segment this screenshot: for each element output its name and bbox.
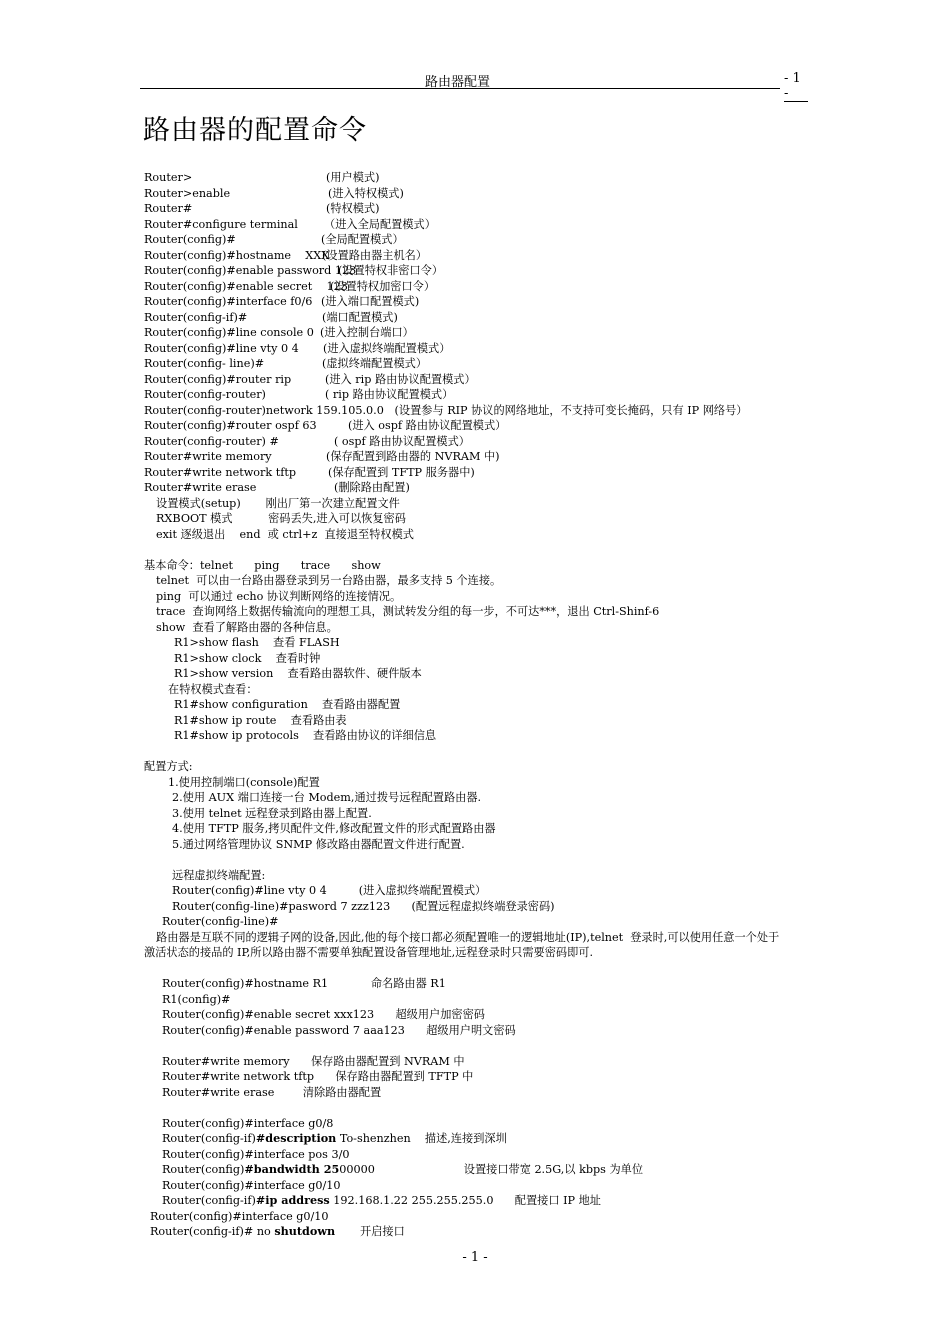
page-footer: - 1 -: [462, 1250, 488, 1265]
line-text: 在特权模式查看：: [168, 682, 258, 696]
header-page-number: - 1 -: [784, 71, 808, 102]
line-text: Router(config)#enable secret 123: [144, 279, 348, 293]
text-line: [162, 1007, 485, 1023]
page-header: [140, 70, 808, 101]
line-text: 192.168.1.22 255.255.255.0 配置接口 IP 地址: [329, 1194, 601, 1207]
text-line: [162, 1162, 643, 1178]
line-annotation: ( ospf 路由协议配置模式）: [334, 434, 470, 448]
line-text: ping 可以通过 echo 协议判断网络的连接情况。: [156, 589, 402, 603]
line-text: Router(config)#hostname R1 命名路由器 R1: [162, 977, 446, 990]
line-annotation: (全局配置模式）: [321, 233, 404, 246]
line-text: Router(config)#enable password 7 aaa123 超级用户明文密码: [162, 1023, 516, 1037]
line-text: 3.使用 telnet 远程登录到路由器上配置.: [172, 806, 372, 820]
text-line: [144, 558, 381, 574]
line-text: Router(config)#interface f0/6: [144, 295, 313, 308]
text-line: [144, 356, 264, 372]
text-line: [156, 573, 501, 589]
line-text: Router(config-line)#pasword 7 zzz123 (配置远程虚拟终端登录密码): [172, 899, 555, 913]
line-text: Router(config-if): [162, 1194, 256, 1207]
line-text: R1#show ip route 查看路由表: [174, 713, 347, 727]
line-annotation: (虚拟终端配置模式）: [322, 357, 428, 370]
line-text: Router(config-router) #: [144, 434, 279, 448]
line-annotation: (端口配置模式): [322, 310, 398, 324]
text-line: [174, 635, 340, 651]
line-text: Router(config-line)#: [162, 915, 279, 928]
line-text: Router(config)#interface pos 3/0: [162, 1147, 350, 1161]
text-line: [144, 387, 266, 403]
text-line: [168, 682, 258, 698]
text-line: [162, 1069, 473, 1085]
line-text: 5.通过网络管理协议 SNMP 修改路由器配置文件进行配置.: [172, 837, 465, 851]
page-title: 路由器的配置命令: [143, 115, 367, 146]
line-text: Router(config)#line console 0: [144, 326, 314, 339]
command-keyword: #ip address: [255, 1193, 330, 1207]
line-annotation: (用户模式): [326, 171, 380, 184]
text-line: [144, 945, 593, 961]
line-text: R1>show clock 查看时钟: [174, 651, 321, 665]
line-text: 远程虚拟终端配置:: [172, 868, 266, 882]
line-text: Router(config-router): [144, 388, 266, 401]
text-line: [144, 263, 356, 279]
line-text: RXBOOT 模式 密码丢失,进入可以恢复密码: [156, 512, 406, 525]
text-line: [162, 992, 230, 1008]
line-text: Router(config)#enable secret xxx123 超级用户加密密码: [162, 1008, 485, 1021]
line-annotation: (设置特权加密口令）: [330, 279, 436, 293]
line-text: Router#write erase: [144, 481, 257, 494]
line-text: Router(config-if): [162, 1132, 256, 1145]
text-line: [150, 1209, 329, 1225]
line-text: R1>show version 查看路由器软件、硬件版本: [174, 667, 422, 680]
line-text: 激活状态的接品的 IP,所以路由器不需要单独配置设备管理地址,远程登录时只需要密码即可.: [144, 946, 594, 959]
text-line: [174, 713, 347, 729]
text-line: [144, 434, 279, 450]
text-line: [144, 480, 256, 496]
text-line: [144, 294, 312, 310]
line-text: Router(config)#interface g0/10: [162, 1178, 341, 1192]
line-text: R1(config)#: [162, 992, 231, 1006]
line-annotation: (进入 ospf 路由协议配置模式）: [348, 419, 507, 432]
text-line: [174, 651, 320, 667]
line-text: Router(config-router)network 159.105.0.0 (设置参与 RIP 协议的网络地址，不支持可变长掩码，只有 IP 网络号）: [144, 403, 748, 417]
text-line: [168, 775, 320, 791]
line-annotation: (进入端口配置模式): [321, 295, 420, 308]
line-text: 1.使用控制端口(console)配置: [168, 775, 320, 789]
text-line: [156, 527, 414, 543]
text-line: [144, 465, 296, 481]
line-text: R1#show ip protocols 查看路由协议的详细信息: [174, 729, 437, 742]
line-text: telnet 可以由一台路由器登录到另一台路由器，最多支持 5 个连接。: [156, 574, 502, 587]
line-text: 4.使用 TFTP 服务,拷贝配件文件,修改配置文件的形式配置路由器: [172, 822, 496, 835]
line-text: To-shenzhen 描述,连接到深圳: [336, 1132, 507, 1145]
line-annotation: （进入全局配置模式）: [324, 217, 436, 231]
line-text: Router(config- line)#: [144, 357, 265, 370]
header-title: 路由器配置: [425, 75, 491, 90]
line-annotation: (进入虚拟终端配置模式）: [323, 341, 451, 355]
text-line: [144, 248, 329, 264]
text-line: [156, 589, 401, 605]
text-line: [162, 976, 446, 992]
command-keyword: shutdown: [274, 1224, 336, 1238]
line-text: Router(config)#line vty 0 4: [144, 341, 299, 355]
text-line: [150, 1224, 405, 1240]
text-line: [144, 170, 192, 186]
text-line: [144, 279, 348, 295]
line-text: 开启接口: [335, 1225, 405, 1238]
line-text: Router(config)#hostname XXX: [144, 248, 330, 262]
line-text: Router>enable: [144, 186, 231, 200]
text-line: [144, 201, 192, 217]
line-text: Router(config)#line vty 0 4 (进入虚拟终端配置模式）: [172, 884, 487, 897]
text-line: [144, 759, 193, 775]
text-line: [144, 217, 298, 233]
text-line: [172, 883, 486, 899]
line-text: 基本命令：telnet ping trace show: [144, 558, 381, 572]
text-line: [174, 728, 436, 744]
text-line: [162, 914, 279, 930]
line-text: Router(config)#: [144, 233, 236, 246]
text-line: [172, 806, 372, 822]
line-text: Router#write memory: [144, 450, 272, 463]
line-text: Router(config)#interface g0/10: [150, 1209, 329, 1223]
text-line: [156, 496, 400, 512]
text-line: [172, 837, 465, 853]
line-annotation: (特权模式): [326, 202, 380, 215]
line-text: show 查看了解路由器的各种信息。: [156, 620, 338, 634]
text-line: [144, 341, 299, 357]
text-line: [156, 511, 406, 527]
text-line: [156, 930, 779, 946]
line-annotation: (设置路由器主机名）: [322, 248, 428, 262]
text-line: [162, 1147, 349, 1163]
text-line: [162, 1178, 341, 1194]
text-line: [162, 1193, 601, 1209]
command-keyword: #description: [255, 1131, 337, 1145]
line-annotation: (保存配置到 TFTP 服务器中): [328, 465, 475, 479]
line-text: 配置方式:: [144, 760, 193, 773]
line-annotation: ( rip 路由协议配置模式）: [325, 388, 454, 401]
text-line: [172, 868, 265, 884]
line-annotation: (保存配置到路由器的 NVRAM 中): [326, 450, 500, 463]
text-line: [144, 232, 236, 248]
line-text: 路由器是互联不同的逻辑子网的设备,因此,他的每个接口都必须配置唯一的逻辑地址(IP),telnet 登录时,可以使用任意一个处于: [156, 930, 780, 944]
line-text: Router#write erase 清除路由器配置: [162, 1085, 382, 1099]
text-line: [156, 620, 338, 636]
text-line: [162, 1054, 465, 1070]
line-text: Router(config): [162, 1163, 245, 1176]
line-text: exit 逐级退出 end 或 ctrl+z 直接退至特权模式: [156, 527, 414, 541]
text-line: [174, 666, 422, 682]
text-line: [144, 403, 748, 419]
line-text: Router>: [144, 171, 193, 184]
line-annotation: (进入特权模式): [328, 186, 404, 200]
line-text: Router#write network tftp: [144, 465, 296, 479]
line-text: 2.使用 AUX 端口连接一台 Modem,通过拨号远程配置路由器.: [172, 791, 482, 804]
line-text: Router#write memory 保存路由器配置到 NVRAM 中: [162, 1054, 465, 1068]
text-line: [144, 325, 314, 341]
line-text: 00000 设置接口带宽 2.5G,以 kbps 为单位: [339, 1163, 644, 1176]
text-line: [172, 790, 481, 806]
line-annotation: (进入控制台端口）: [320, 326, 414, 339]
text-line: [156, 604, 659, 620]
text-line: [144, 449, 272, 465]
text-line: [172, 899, 555, 915]
text-line: [174, 697, 400, 713]
line-text: 设置模式(setup) 刚出厂第一次建立配置文件: [156, 496, 400, 510]
line-text: R1>show flash 查看 FLASH: [174, 636, 340, 649]
line-text: Router#configure terminal: [144, 217, 298, 231]
text-line: [162, 1116, 333, 1132]
text-line: [144, 372, 291, 388]
line-text: Router#write network tftp 保存路由器配置到 TFTP 中: [162, 1070, 474, 1083]
line-text: Router(config-if)#: [144, 310, 248, 324]
line-text: Router#: [144, 202, 193, 215]
text-line: [144, 186, 230, 202]
text-line: [162, 1085, 381, 1101]
command-keyword: #bandwidth 25: [244, 1162, 340, 1176]
line-text: Router(config)#enable password 123: [144, 264, 357, 277]
line-annotation: (进入 rip 路由协议配置模式）: [325, 372, 476, 386]
line-annotation: (设置特权非密口令）: [338, 264, 444, 277]
text-line: [162, 1023, 516, 1039]
text-line: [162, 1131, 507, 1147]
line-text: Router(config)#router ospf 63: [144, 419, 317, 432]
line-text: Router(config)#router rip: [144, 372, 292, 386]
line-annotation: (删除路由配置): [334, 481, 410, 494]
line-text: Router(config-if)# no: [150, 1225, 275, 1238]
line-text: trace 查询网络上数据传输流向的理想工具，测试转发分组的每一步，不可达***，退出 Ctrl-Shinf-6: [156, 605, 660, 618]
text-line: [144, 418, 317, 434]
line-text: Router(config)#interface g0/8: [162, 1116, 334, 1130]
line-text: R1#show configuration 查看路由器配置: [174, 698, 401, 711]
text-line: [172, 821, 496, 837]
text-line: [144, 310, 247, 326]
